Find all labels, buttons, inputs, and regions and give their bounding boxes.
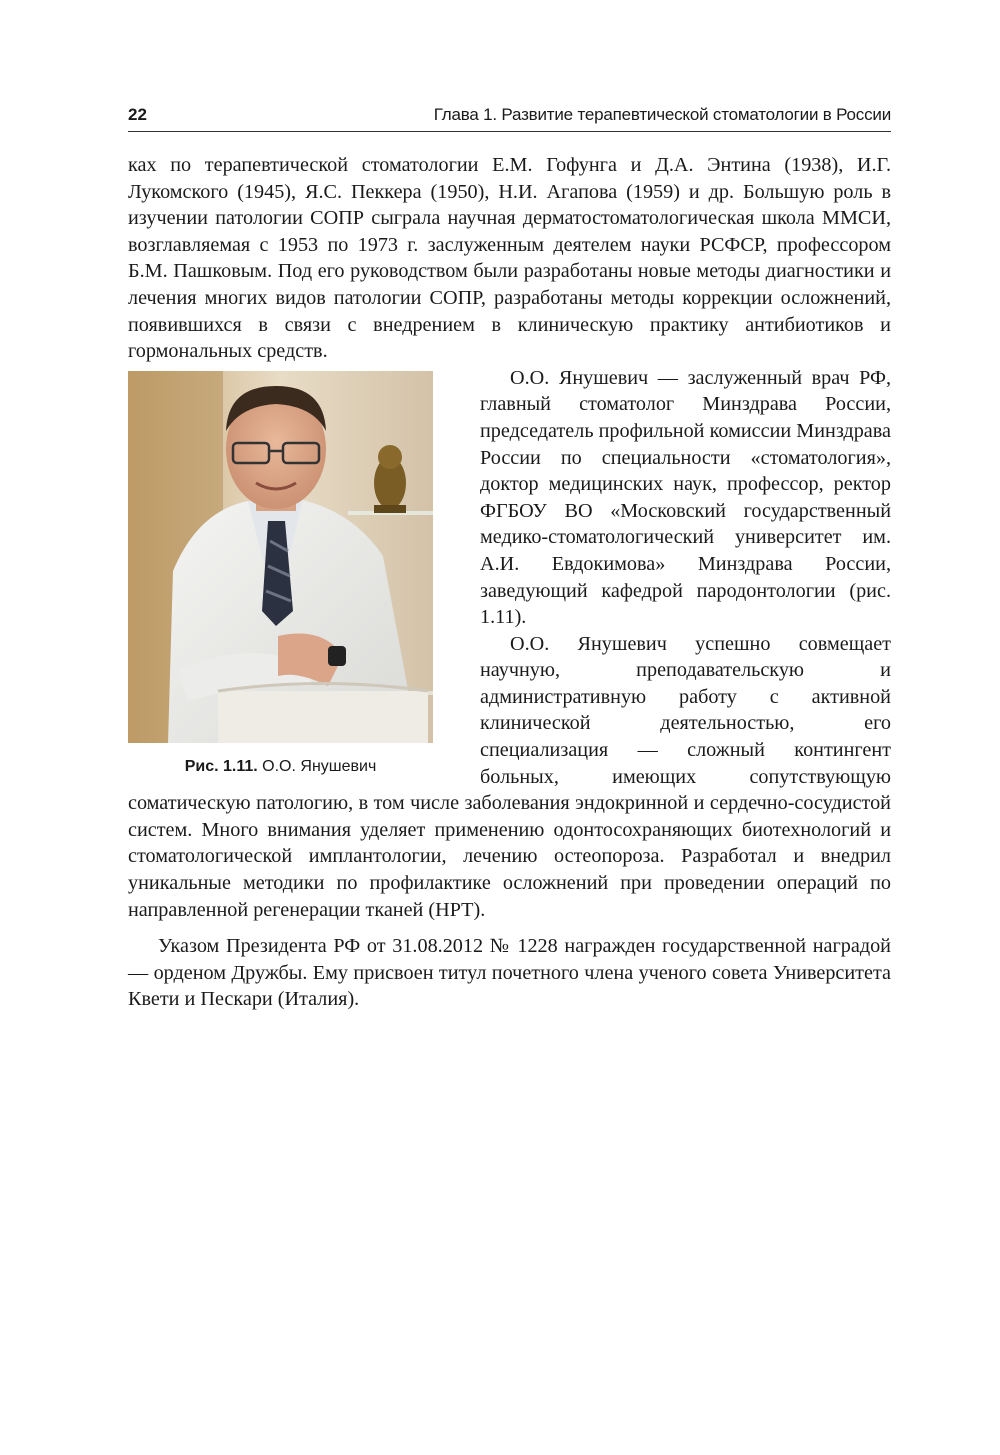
- chapter-title: Глава 1. Развитие терапевтической стоматологии в России: [433, 105, 891, 124]
- running-header: [128, 103, 891, 132]
- paragraph-1: ках по терапевтической стоматологии Е.М. Гофунга и Д.А. Энтина (1938), И.Г. Лукомского (1945), Я.С. Пеккера (1950), Н.И. Агапова (1959) и др. Большую роль в изучении патологии СОПР сыграла научная дерматостоматологическая школа ММСИ, возглавляемая с 1953 по 1973 г. заслуженным деятелем науки РСФСР, профессором Б.М. Пашковым. Под его руководством были разработаны новые методы диагностики и лечения многих видов патологии СОПР, разработаны методы коррекции осложнений, появившихся в связи с внедрением в клиническую практику антибиотиков и гормональных средств.: [128, 154, 891, 363]
- page-number: 22: [128, 105, 147, 124]
- portrait-photo: [128, 371, 433, 743]
- paragraph-4: Указом Президента РФ от 31.08.2012 № 1228 награжден государственной наградой — орденом Дружбы. Ему присвоен титул почетного члена ученого совета Университета Квети и Пескари (Италия).: [128, 935, 891, 1011]
- figure-caption-text: О.О. Янушевич: [262, 757, 377, 775]
- figure-label: Рис. 1.11.: [184, 757, 258, 775]
- figure-1-11: [128, 371, 458, 777]
- page-body: [128, 152, 891, 1013]
- figure-caption: [128, 757, 433, 777]
- paragraph-3: О.О. Янушевич успешно совмещает научную, преподавательскую и административную работу с активной клинической деятельностью, его специализация — сложный контингент больных, имеющих сопутствующую соматическую патологию, в том числе заболевания эндокринной и сердечно-сосудистой систем. Много внимания уделяет применению одонтосохраняющих биотехнологий и стоматологической имплантологии, лечению остеопороза. Разработал и внедрил уникальные методики по профилактике осложнений при проведении операций по направленной регенерации тканей (НРТ).: [128, 632, 891, 921]
- paragraph-2: О.О. Янушевич — заслуженный врач РФ, главный стоматолог Минздрава России, председатель профильной комиссии Минздрава России по специальности «стоматология», доктор медицинских наук, профессор, ректор ФГБОУ ВО «Московский государственный медико-стоматологический университет им. А.И. Евдокимова» Минздрава России, заведующий кафедрой пародонтологии (рис. 1.11).: [480, 366, 891, 629]
